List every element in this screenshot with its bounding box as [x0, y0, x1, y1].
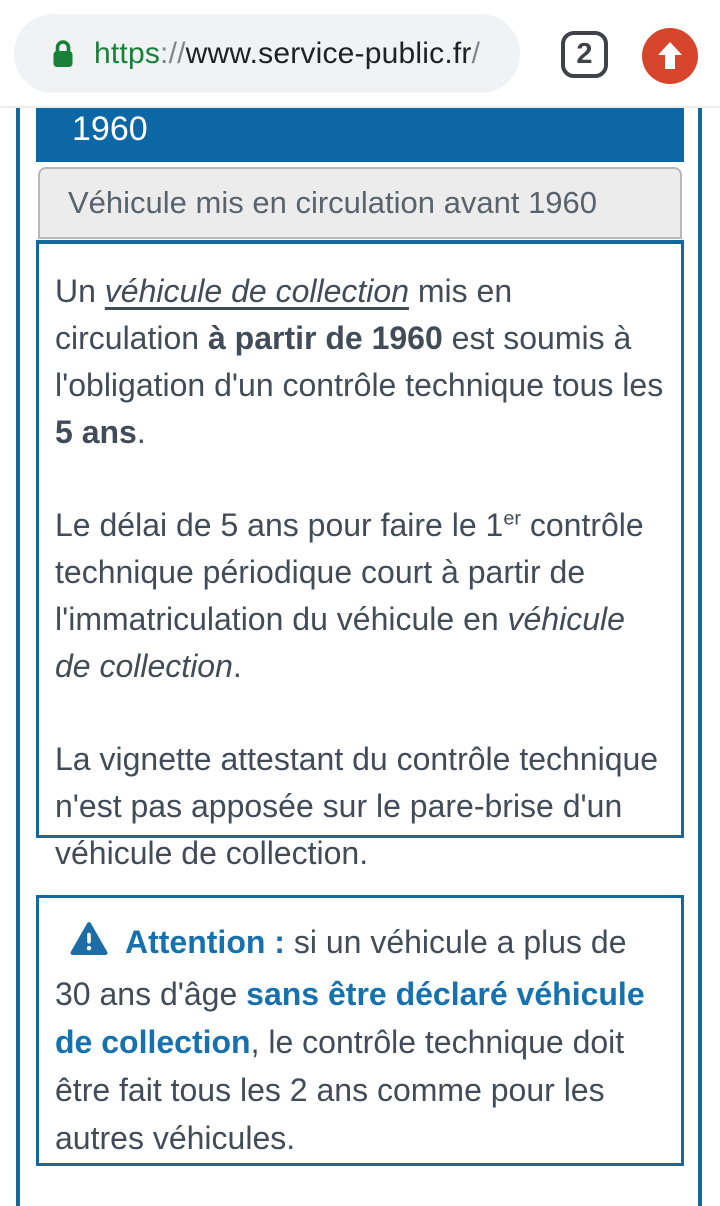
tab-label: Véhicule mis en circulation avant 1960 [68, 185, 598, 220]
text-segment: , le contrôle technique doit être fait tous les 2 ans comme pour les autres véhicules. [55, 1024, 625, 1156]
text-segment: La vignette attestant du contrôle technique n'est pas apposée sur le pare-brise d'un véhicule de collection. [55, 741, 659, 871]
text-segment: contrôle technique périodique court à partir de l'immatriculation du véhicule en [55, 507, 644, 637]
tab-count: 2 [576, 38, 593, 70]
text-segment: mis en circulation [55, 273, 513, 356]
tab-vehicule-avant-1960[interactable] [38, 167, 682, 239]
page-viewport [0, 108, 720, 1206]
tabs-container-right-border [698, 108, 702, 1206]
paragraph [55, 736, 665, 877]
text-segment: à partir de 1960 [207, 320, 443, 356]
text-segment: si un véhicule a plus de 30 ans d'âge [55, 924, 627, 1012]
text-segment: est soumis à l'obligation d'un contrôle technique tous les [55, 320, 664, 403]
paragraph [55, 502, 665, 690]
text-segment: 5 ans [55, 414, 137, 450]
url-path: / [471, 36, 481, 70]
url-separator: :// [160, 36, 186, 70]
lock-icon [50, 38, 76, 70]
attention-text [55, 918, 665, 1162]
paragraph [55, 268, 665, 456]
text-segment: er [503, 507, 521, 530]
text-segment: . [136, 414, 146, 450]
browser-chrome [0, 0, 720, 108]
tab-switcher-button[interactable] [561, 31, 608, 78]
attention-body [55, 924, 645, 1156]
text-segment: Attention : [125, 924, 285, 960]
tabs-container-left-border [16, 108, 20, 1206]
tab-panel [36, 240, 684, 871]
address-bar[interactable] [14, 14, 520, 93]
text-segment: Le délai de 5 ans pour faire le 1 [55, 507, 504, 543]
url-host: www.service-public.fr [185, 36, 472, 70]
tab-vehicule-apres-1960[interactable]: 1960 [36, 108, 684, 162]
text-segment: Un [55, 273, 105, 309]
text-segment: sans être déclaré véhicule de collection [55, 976, 645, 1060]
update-icon[interactable] [642, 28, 698, 84]
url-scheme: https [94, 36, 161, 70]
warning-triangle-icon [69, 921, 109, 970]
text-segment: véhicule de collection [55, 601, 625, 684]
text-segment: . [232, 648, 242, 684]
url-text [94, 37, 480, 71]
attention-callout [36, 895, 684, 1166]
term-link[interactable]: véhicule de collection [104, 273, 409, 309]
